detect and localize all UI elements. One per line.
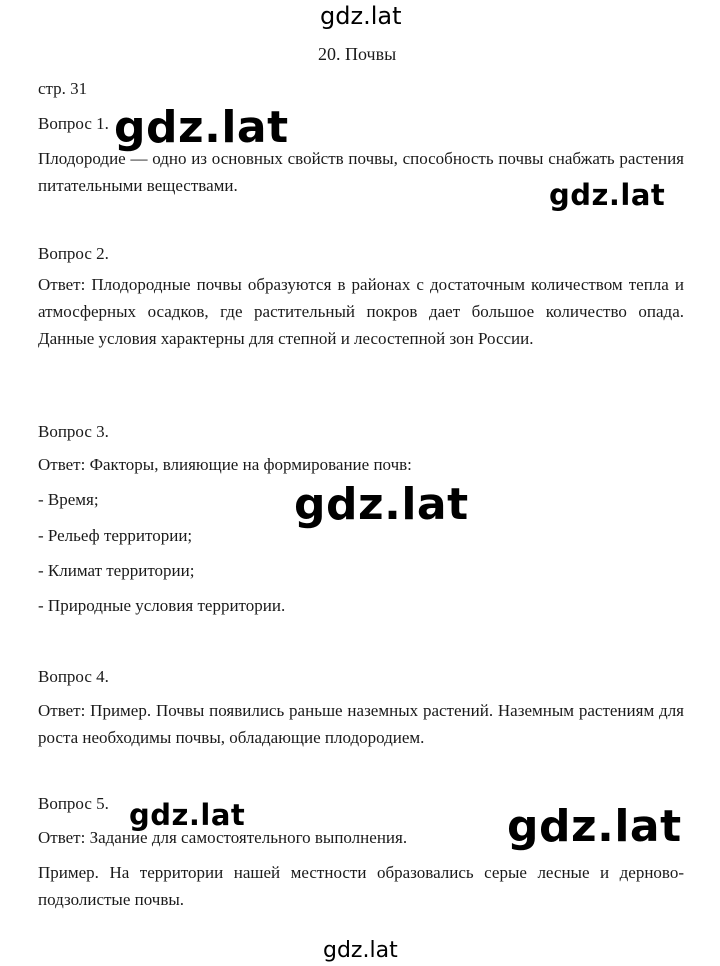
question-2-label: Вопрос 2.	[38, 244, 109, 263]
question-4-label: Вопрос 4.	[38, 667, 109, 686]
question-3-item: - Время;	[38, 490, 99, 509]
question-5-example: Пример. На территории нашей местности образовались серые лесные и дерново-подзолистые почвы.	[38, 863, 684, 909]
page-reference: стр. 31	[38, 79, 88, 98]
question-3-item: - Климат территории;	[38, 561, 195, 580]
watermark: gdz.lat	[549, 178, 666, 212]
page-title: 20. Почвы	[318, 44, 397, 64]
watermark: gdz.lat	[294, 479, 469, 530]
question-3-item: - Рельеф территории;	[38, 526, 193, 545]
question-1-answer: Плодородие — одно из основных свойств почвы, способность почвы снабжать растения питательными веществами.	[38, 149, 684, 195]
question-5-answer: Ответ: Задание для самостоятельного выполнения.	[38, 828, 408, 847]
question-5-label: Вопрос 5.	[38, 794, 109, 813]
question-3-item: - Природные условия территории.	[38, 596, 286, 615]
watermark: gdz.lat	[507, 801, 682, 852]
question-3-label: Вопрос 3.	[38, 422, 109, 441]
watermark: gdz.lat	[129, 798, 246, 832]
question-4-answer: Ответ: Пример. Почвы появились раньше наземных растений. Наземным растениям для роста необходимы почвы, обладающие плодородием.	[38, 701, 684, 747]
question-1-label: Вопрос 1.	[38, 114, 109, 133]
header-site-watermark: gdz.lat	[320, 2, 402, 30]
watermark: gdz.lat	[114, 102, 289, 153]
question-2-answer: Ответ: Плодородные почвы образуются в районах с достаточным количеством тепла и атмосферных осадков, где растительный покров дает большое количество опада. Данные условия характерны для степной и лесостепной зон России.	[38, 275, 684, 348]
question-3-intro: Ответ: Факторы, влияющие на формирование почв:	[38, 455, 412, 474]
footer-site-watermark: gdz.lat	[323, 938, 398, 963]
